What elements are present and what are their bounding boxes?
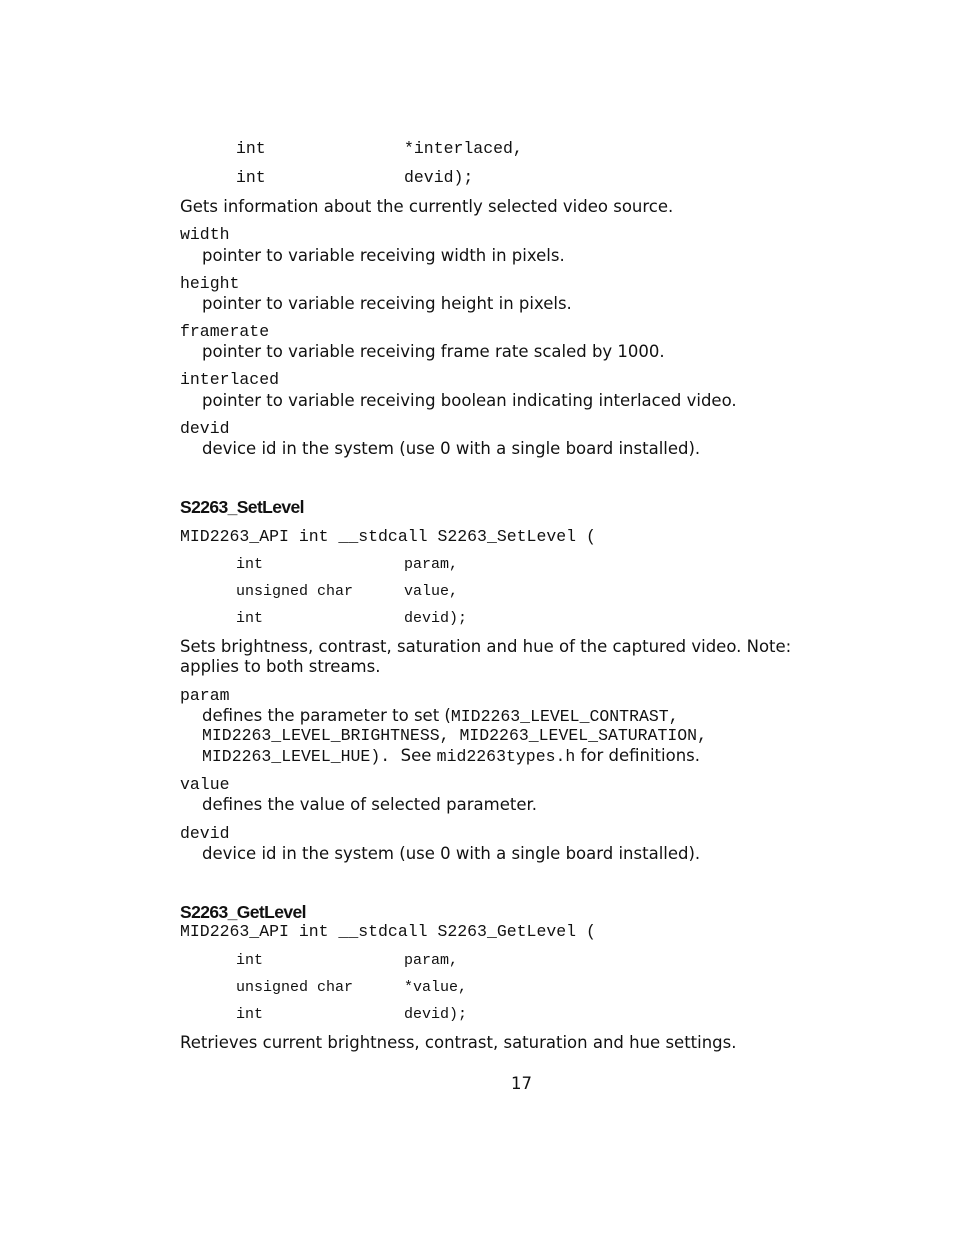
param-description: device id in the system (use 0 with a single board installed). [202,439,701,458]
function-signature: MID2263_API int __stdcall S2263_GetLevel ( [180,922,596,941]
param-name: value [180,775,230,794]
function-description: Gets information about the currently selected video source. [180,197,674,216]
page-number: 17 [511,1074,532,1093]
param-description: pointer to variable receiving height in pixels. [202,294,572,313]
function-description: Sets brightness, contrast, saturation and hue of the captured video. Note: [180,637,792,656]
param-name: interlaced [180,370,280,389]
section-heading-getlevel: S2263_GetLevel [180,902,306,922]
function-signature: MID2263_API int __stdcall S2263_SetLevel ( [180,527,596,546]
param-description: MID2263_LEVEL_HUE). See mid2263types.h for definitions. [202,746,700,766]
param-name: width [180,225,230,244]
function-description: applies to both streams. [180,657,381,676]
param-name: param [180,686,230,705]
param-description: pointer to variable receiving width in pixels. [202,246,565,265]
param-name: devid [180,824,230,843]
param-description: defines the parameter to set (MID2263_LEVEL_CONTRAST, [202,706,679,726]
param-description: pointer to variable receiving frame rate scaled by 1000. [202,342,665,361]
param-description: device id in the system (use 0 with a single board installed). [202,844,701,863]
section-heading-setlevel: S2263_SetLevel [180,497,304,517]
param-name: height [180,274,240,293]
param-description-code: MID2263_LEVEL_BRIGHTNESS, MID2263_LEVEL_SATURATION, [202,726,707,745]
param-description: pointer to variable receiving boolean indicating interlaced video. [202,391,737,410]
function-description: Retrieves current brightness, contrast, saturation and hue settings. [180,1033,737,1052]
param-name: framerate [180,322,270,341]
param-name: devid [180,419,230,438]
param-description: defines the value of selected parameter. [202,795,537,814]
